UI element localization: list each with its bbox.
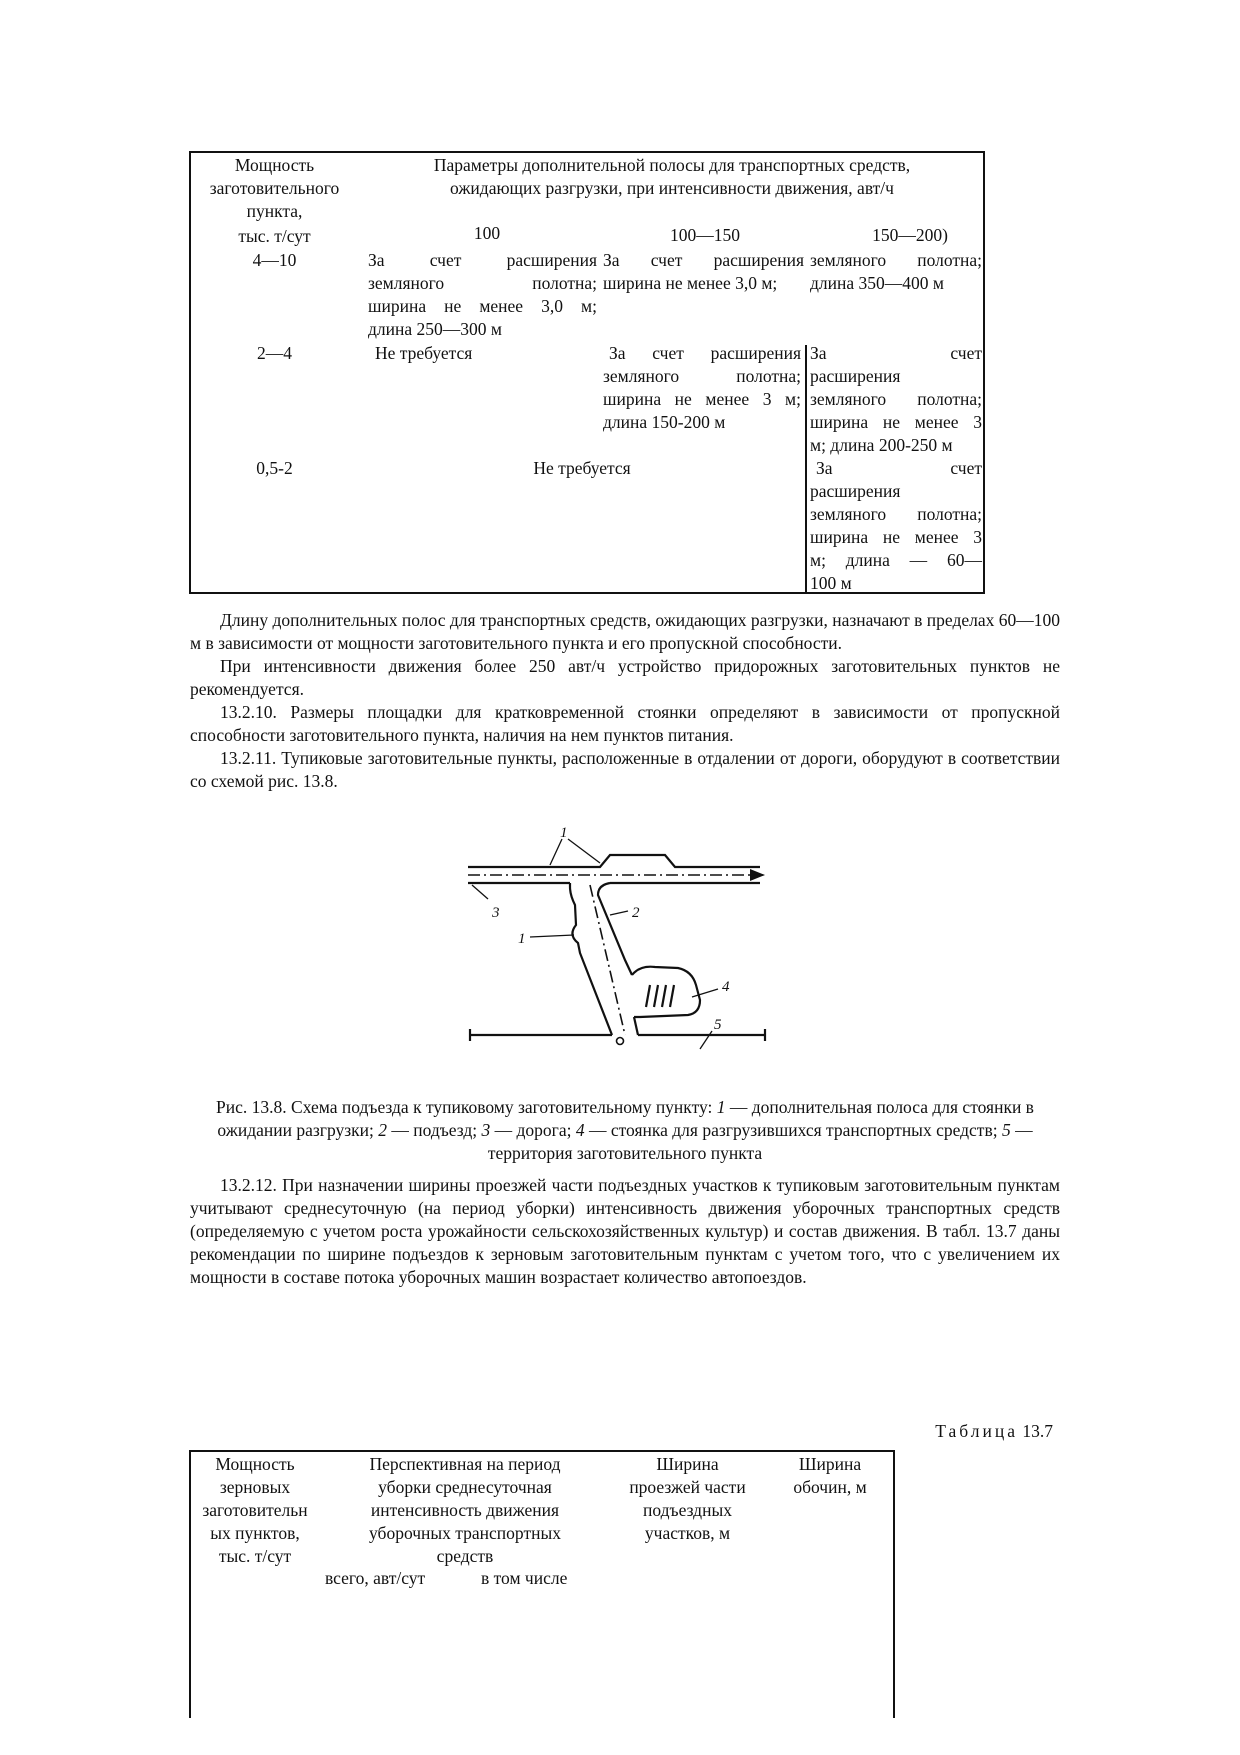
t2-header-intensity: Перспективная на период уборки среднесуточная интенсивность движения уборочных транспортных средств [369,1454,561,1566]
t1-subheader-100-150: 100—150 [670,225,740,245]
t1-row2-c100: Не требуется [375,343,473,363]
parking-area [632,967,700,1017]
t1-row1-capacity: 4—10 [252,250,297,270]
body-text-1 [190,609,1060,793]
table-2-right-border [893,1450,895,1718]
t1-header-params: Параметры дополнительной полосы для транспортных средств, ожидающих разгрузки, при интенсивности движения, авт/ч [433,155,911,198]
t1-row2-capacity: 2—4 [257,343,292,363]
approach-right-lower [634,1017,638,1035]
paragraph: 13.2.10. Размеры площадки для кратковременной стоянки определяют в зависимости от пропускной способности заготовительного пункта, наличия на нем пунктов питания. [190,702,1060,745]
t1-row1-c150-200: земляного полотна; длина 350—400 м [810,250,982,293]
t2-header-capacity: Мощность зерновых заготовительн ых пунктов, тыс. т/сут [202,1454,308,1566]
label-1-side: 1 [518,931,526,947]
figure-caption: Рис. 13.8. Схема подъезда к тупиковому заготовительному пункту: 1 — дополнительная полоса для стоянки в ожидании разгрузки; 2 — подъезд; 3 — дорога; 4 — стоянка для разгрузившихся транспортных средств; 5 — территория заготовительного пункта [216,1097,1034,1163]
approach-left-edge [570,883,612,1035]
t1-header-capacity: Мощность заготовительного пункта, тыс. т/сут [209,155,340,246]
t2-subheader-total: всего, авт/сут [325,1568,426,1588]
label-2: 2 [632,905,640,921]
table-1-inner-divider [805,345,807,593]
label-4: 4 [722,979,730,995]
t2-subheader-incl: в том числе [481,1568,568,1588]
label-3: 3 [492,905,500,921]
label-5: 5 [714,1017,722,1033]
body-text-2 [190,1174,1060,1289]
approach-axis [590,885,625,1035]
t1-row3-merged: Не требуется [533,458,631,478]
t1-row2-c100-150: За счет расширения земляного полотна; ширина не менее 3 м; длина 150-200 м [603,343,801,432]
table-1-right-border [983,151,985,594]
t1-row1-c100-150: За счет расширения ширина не менее 3,0 м; [603,250,804,293]
paragraph: 13.2.12. При назначении ширины проезжей части подъездных участков к тупиковым заготовительным пунктам учитывают среднесуточную (на период уборки) интенсивность движения уборочных транспортных средств (определяемую с учетом роста урожайности сельскохозяйственных культур) и состав движения. В табл. 13.7 даны рекомендации по ширине подъездов к зерновым заготовительным пунктам с учетом того, что с увеличением их мощности в составе потока уборочных машин возрастает количество автопоездов. [190,1175,1060,1287]
table-1-left-border [189,151,191,594]
paragraph: Длину дополнительных полос для транспортных средств, ожидающих разгрузки, назначают в пределах 60—100 м в зависимости от мощности заготовительного пункта и его пропускной способности. [190,610,1060,653]
label-1-top: 1 [560,825,568,841]
table-1-top-border [189,151,985,153]
approach-right-edge [598,883,632,975]
t2-header-shoulders: Ширина обочин, м [793,1454,867,1497]
t2-header-width: Ширина проезжей части подъездных участков, м [629,1454,746,1543]
t1-row3-capacity: 0,5-2 [256,458,293,478]
paragraph: 13.2.11. Тупиковые заготовительные пункты, расположенные в отдалении от дороги, оборудуют в соответствии со схемой рис. 13.8. [190,748,1060,791]
table-2-top-border [189,1450,895,1452]
road-top-edge [468,855,760,867]
t1-row3-c150-200: За счет расширения земляного полотна; ширина не менее 3 м; длина — 60— 100 м [810,458,982,593]
t1-subheader-150-200: 150—200) [872,225,948,245]
paragraph: При интенсивности движения более 250 авт/ч устройство придорожных заготовительных пунктов не рекомендуется. [190,656,1060,699]
t1-row2-c150-200: За счет расширения земляного полотна; ширина не менее 3 м; длина 200-250 м [810,343,982,455]
t1-row1-c100: За счет расширения земляного полотна; ширина не менее 3,0 м; длина 250—300 м [368,250,597,339]
figure-13-8-diagram [460,825,780,1065]
t1-subheader-100: 100 [473,223,501,243]
table-2-label: Таблица 13.7 [935,1421,1053,1441]
